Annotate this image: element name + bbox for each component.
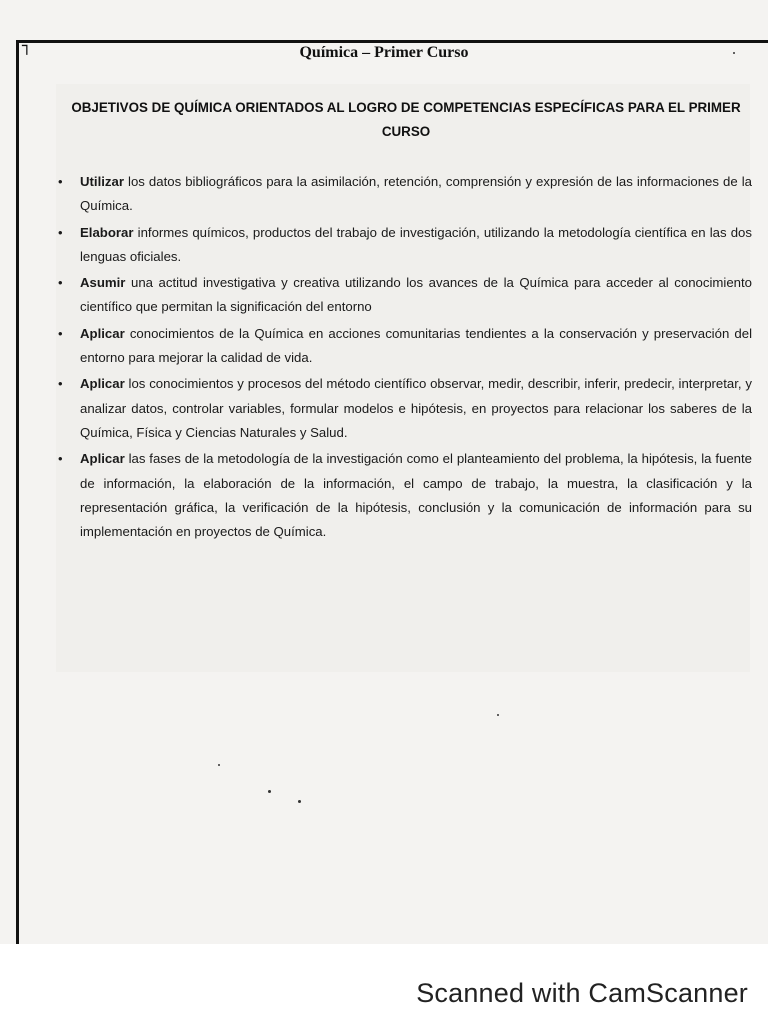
objective-text: los datos bibliográficos para la asimilación, retención, comprensión y expresión de las informaciones de la Química. <box>80 174 752 214</box>
objective-verb: Utilizar <box>80 174 124 189</box>
objective-item <box>56 322 752 371</box>
objective-verb: Aplicar <box>80 325 125 341</box>
camscanner-watermark: Scanned with CamScanner <box>416 978 748 1008</box>
bullet-dot-icon: • <box>58 325 63 341</box>
objective-text: los conocimientos y procesos del método científico observar, medir, describir, inferir, predecir, interpretar, y analizar datos, controlar variables, formular modelos e hipótesis, en proyectos para relacionar los saberes de la Química, Física y Ciencias Naturales y Salud. <box>80 376 752 440</box>
objective-text: una actitud investigativa y creativa utilizando los avances de la Química para acceder al conocimiento científico que permitan la significación del entorno <box>80 275 752 315</box>
objective-verb: Aplicar <box>80 376 125 392</box>
scan-speck <box>733 52 735 54</box>
objective-text: informes químicos, productos del trabajo de investigación, utilizando la metodología científica en las dos lenguas oficiales. <box>80 224 752 264</box>
objective-verb: Asumir <box>80 275 126 291</box>
objective-verb: Aplicar <box>80 451 125 467</box>
scan-speck <box>497 714 499 716</box>
objective-item <box>56 221 752 270</box>
objective-item <box>56 271 752 320</box>
document-heading: OBJETIVOS DE QUÍMICA ORIENTADOS AL LOGRO DE COMPETENCIAS ESPECÍFICAS PARA EL PRIMER CURSO <box>71 100 741 139</box>
objective-item <box>56 372 752 445</box>
objective-text: conocimientos de la Química en acciones comunitarias tendientes a la conservación y preservación del entorno para mejorar la calidad de vida. <box>80 325 752 366</box>
scan-speck <box>298 800 301 803</box>
bullet-dot-icon: • <box>58 376 63 392</box>
scan-speck <box>218 764 220 766</box>
bullet-dot-icon: • <box>58 174 63 189</box>
objectives-list <box>56 170 752 546</box>
objective-item <box>56 447 752 544</box>
bullet-dot-icon: • <box>58 451 63 467</box>
objective-verb: Elaborar <box>80 224 134 240</box>
frame-corner-ornament-icon: ┐ <box>22 36 32 55</box>
scan-speck <box>268 790 271 793</box>
bullet-dot-icon: • <box>58 224 63 240</box>
objective-item <box>56 170 752 219</box>
bullet-dot-icon: • <box>58 275 63 291</box>
page-header-title: Química – Primer Curso <box>299 44 469 61</box>
objective-text: las fases de la metodología de la investigación como el planteamiento del problema, la hipótesis, la fuente de información, la elaboración de la información, el campo de trabajo, la muestra, la clasificación y la representación gráfica, la verificación de la hipótesis, conclusión y la comunicación de información para su implementación en proyectos de Química. <box>80 451 752 540</box>
